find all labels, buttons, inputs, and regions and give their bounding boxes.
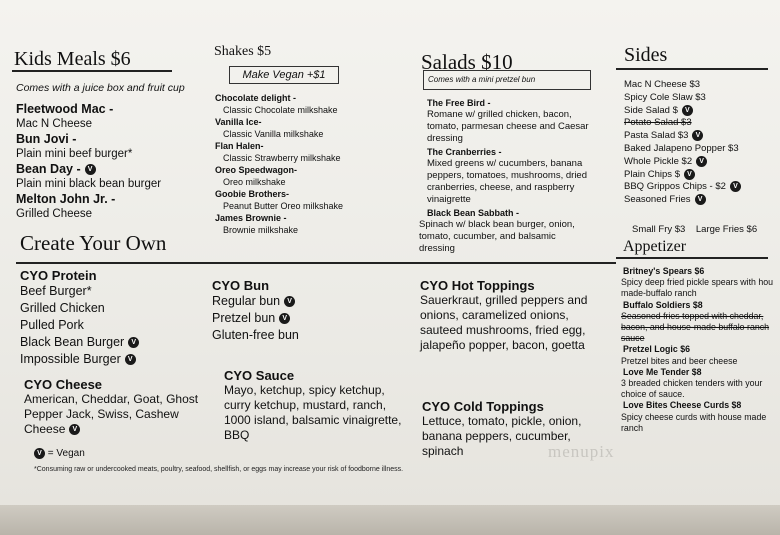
shake-name: James Brownie - xyxy=(215,213,287,223)
table-surface xyxy=(0,505,780,535)
appetizer-desc: Spicy deep fried pickle spears with hou made-buffalo ranch xyxy=(621,277,774,299)
appetizer-name: Pretzel Logic $6 xyxy=(623,344,690,355)
cyo-item-text: Regular bun xyxy=(212,294,281,308)
vegan-icon: V xyxy=(128,337,139,348)
salad-desc: Mixed greens w/ cucumbers, banana peppers, tomatoes, mushrooms, dried cranberries, cheese, and raspberry vinaigrette xyxy=(427,158,587,205)
side-item-text: Side Salad $ xyxy=(624,104,678,116)
salads-title: Salads $10 xyxy=(421,50,513,74)
side-item-text: Pasta Salad $3 xyxy=(624,130,689,142)
appetizer-name: Love Me Tender $8 xyxy=(623,366,702,377)
vegan-legend-text: = Vegan xyxy=(47,448,85,460)
shake-desc: Brownie milkshake xyxy=(223,225,299,235)
shake-desc: Classic Strawberry milkshake xyxy=(223,153,341,163)
create-rule xyxy=(16,262,616,264)
cyo-item-text: Grilled Chicken xyxy=(20,301,105,315)
salad-name: The Cranberries - xyxy=(427,147,502,157)
side-item xyxy=(624,105,741,118)
shakes-list xyxy=(215,92,343,236)
kids-list xyxy=(16,102,161,222)
make-vegan-box: Make Vegan +$1 xyxy=(229,66,339,84)
kids-item-desc: Grilled Cheese xyxy=(16,208,93,220)
shake-name: Flan Halen- xyxy=(215,141,264,151)
appetizer-name: Buffalo Soldiers $8 xyxy=(623,299,703,310)
cyo-cheese-title: CYO Cheese xyxy=(24,377,103,392)
side-item-text: Plain Chips $ xyxy=(624,168,680,180)
kids-item-desc: Plain mini black bean burger xyxy=(16,178,162,190)
appetizer-desc: 3 breaded chicken tenders with your choice of sauce. xyxy=(621,378,763,400)
cyo-protein-title: CYO Protein xyxy=(20,268,97,283)
vegan-icon: V xyxy=(684,169,695,180)
vegan-icon: V xyxy=(692,130,703,141)
kids-item-desc: Mac N Cheese xyxy=(16,118,93,130)
sides-title: Sides xyxy=(624,44,668,66)
vegan-icon: V xyxy=(730,181,741,192)
sides-underline xyxy=(616,68,768,70)
appetizer-desc: Seasoned fries topped with cheddar, bacon, and house-made buffalo ranch sauce xyxy=(621,310,770,344)
appetizer-desc: Pretzel bites and beer cheese xyxy=(621,355,738,366)
cyo-item-text: Black Bean Burger xyxy=(20,335,125,349)
cyo-cheese xyxy=(24,377,202,437)
shake-desc: Classic Vanilla milkshake xyxy=(223,129,324,139)
side-item xyxy=(624,169,741,182)
kids-title: Kids Meals $6 xyxy=(14,48,131,70)
shake-desc: Classic Chocolate milkshake xyxy=(223,105,338,115)
side-item-text: BBQ Grippos Chips - $2 xyxy=(624,181,726,193)
cyo-item-text: Pretzel bun xyxy=(212,311,276,325)
kids-item-name-text: Fleetwood Mac - xyxy=(16,102,114,116)
kids-underline xyxy=(12,70,172,72)
side-item xyxy=(624,117,741,130)
cyo-item xyxy=(20,351,139,368)
side-item xyxy=(624,79,741,92)
kids-item-desc: Plain mini beef burger* xyxy=(16,148,133,160)
appetizer-name: Love Bites Cheese Curds $8 xyxy=(623,400,742,411)
shake-desc: Oreo milkshake xyxy=(223,177,286,187)
cyo-bun-list xyxy=(212,293,299,344)
side-item-text: Spicy Cole Slaw $3 xyxy=(624,91,706,103)
kids-item-name xyxy=(16,192,161,207)
cyo-bun-title: CYO Bun xyxy=(212,278,270,293)
cyo-sauce-title: CYO Sauce xyxy=(224,368,295,383)
cyo-hot-text: Sauerkraut, grilled peppers and onions, caramelized onions, sauteed mushrooms, fried egg, jalapeño popper, bacon, goetta xyxy=(420,293,588,352)
cyo-cheese-text: American, Cheddar, Goat, Ghost Pepper Jack, Swiss, Cashew Cheese xyxy=(24,392,199,436)
shake-name: Chocolate delight - xyxy=(215,93,296,103)
cyo-item-text: Gluten-free bun xyxy=(212,328,299,342)
cyo-hot xyxy=(420,278,598,353)
vegan-icon: V xyxy=(125,354,136,365)
kids-subtitle: Comes with a juice box and fruit cup xyxy=(16,82,185,94)
cyo-sauce-text: Mayo, ketchup, spicy ketchup, curry ketchup, mustard, ranch, 1000 island, balsamic vinaigrette, BBQ xyxy=(224,383,402,442)
vegan-icon: V xyxy=(85,164,96,175)
kids-item-name-text: Bun Jovi - xyxy=(16,132,77,146)
cyo-item xyxy=(212,310,299,327)
side-item xyxy=(624,92,741,105)
appetizer-list xyxy=(621,266,779,434)
kids-item-name-text: Bean Day - xyxy=(16,162,81,176)
vegan-legend xyxy=(34,448,85,459)
kids-item-name xyxy=(16,162,161,177)
cyo-protein xyxy=(20,268,139,368)
shake-name: Vanilla Ice- xyxy=(215,117,262,127)
shake-name: Oreo Speedwagon- xyxy=(215,165,298,175)
vegan-icon: V xyxy=(279,313,290,324)
shake-name: Goobie Brothers- xyxy=(215,189,290,199)
side-item xyxy=(624,130,741,143)
side-item-text: Baked Jalapeno Popper $3 xyxy=(624,143,739,155)
cyo-item-text: Impossible Burger xyxy=(20,352,121,366)
appetizer-underline xyxy=(616,257,768,259)
salad-desc: Spinach w/ black bean burger, onion, tomato, cucumber, and balsamic dressing xyxy=(419,219,575,254)
vegan-icon: V xyxy=(284,296,295,307)
kids-item-name-text: Melton John Jr. - xyxy=(16,192,116,206)
cyo-item-text: Beef Burger* xyxy=(20,284,92,298)
salad-desc: Romane w/ grilled chicken, bacon, tomato, parmesan cheese and Caesar dressing xyxy=(427,109,589,144)
salad-name: Black Bean Sabbath - xyxy=(427,208,520,218)
sides-fries: Small Fry $3 Large Fries $6 xyxy=(632,224,758,235)
cyo-item xyxy=(20,334,139,351)
create-title: Create Your Own xyxy=(20,231,167,255)
side-item-text: Potato Salad $3 xyxy=(624,117,692,129)
cyo-hot-title: CYO Hot Toppings xyxy=(420,278,535,293)
side-item xyxy=(624,181,741,194)
kids-item-name xyxy=(16,102,161,117)
side-item-text: Whole Pickle $2 xyxy=(624,155,693,167)
side-item-text: Mac N Cheese $3 xyxy=(624,79,701,90)
cyo-item xyxy=(212,327,299,344)
watermark: menupix xyxy=(548,442,615,461)
cyo-item xyxy=(20,300,139,317)
cyo-sauce xyxy=(224,368,404,443)
cyo-item-text: Pulled Pork xyxy=(20,318,84,332)
salads-list xyxy=(419,96,594,255)
side-item-text: Seasoned Fries xyxy=(624,194,691,206)
sides-list xyxy=(624,79,741,207)
shake-desc: Peanut Butter Oreo milkshake xyxy=(223,201,344,211)
salad-name: The Free Bird - xyxy=(427,98,491,108)
vegan-icon: V xyxy=(682,105,693,116)
vegan-icon: V xyxy=(34,448,45,459)
cyo-protein-list xyxy=(20,283,139,368)
cyo-item xyxy=(20,317,139,334)
salads-box: Comes with a mini pretzel bun xyxy=(423,70,591,90)
side-item xyxy=(624,194,741,207)
vegan-icon: V xyxy=(696,156,707,167)
cyo-cold-text: Lettuce, tomato, pickle, onion, banana peppers, cucumber, spinach xyxy=(422,414,582,458)
vegan-icon: V xyxy=(69,424,80,435)
side-item xyxy=(624,156,741,169)
kids-item-name xyxy=(16,132,161,147)
cyo-item xyxy=(20,283,139,300)
side-item xyxy=(624,143,741,156)
appetizer-title: Appetizer xyxy=(623,238,687,255)
appetizer-desc: Spicy cheese curds with house made ranch xyxy=(621,411,767,433)
cyo-cold-title: CYO Cold Toppings xyxy=(422,399,544,414)
shakes-title: Shakes $5 xyxy=(214,44,272,59)
vegan-icon: V xyxy=(695,194,706,205)
disclaimer: *Consuming raw or undercooked meats, poultry, seafood, shellfish, or eggs may increase your risk of foodborne illness. xyxy=(34,466,404,473)
cyo-item xyxy=(212,293,299,310)
appetizer-name: Britney's Spears $6 xyxy=(623,266,705,276)
cyo-bun xyxy=(212,278,299,344)
